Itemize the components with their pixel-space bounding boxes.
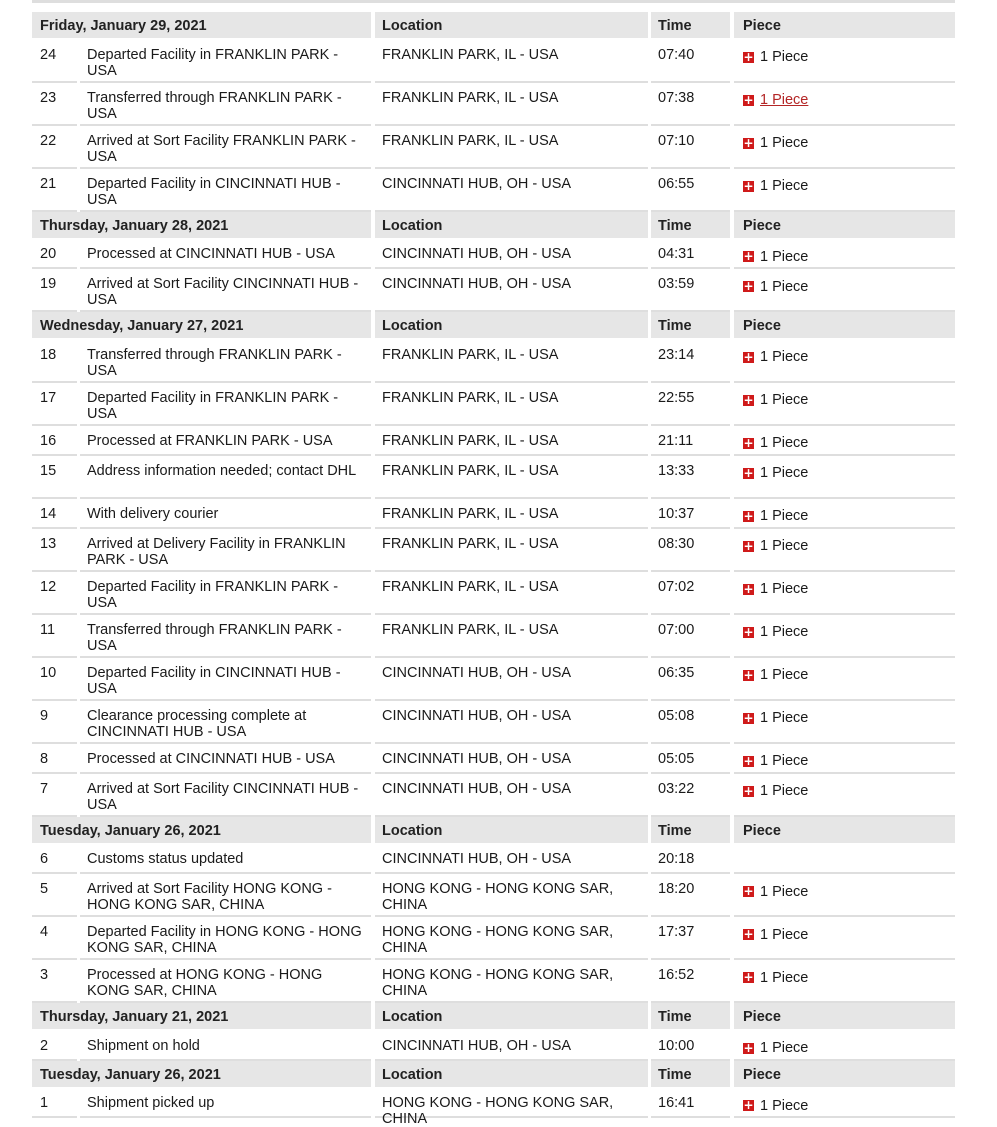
piece-label[interactable]: 1 Piece <box>760 278 809 295</box>
event-location: FRANKLIN PARK, IL - USA <box>375 40 648 83</box>
event-location: CINCINNATI HUB, OH - USA <box>375 269 648 312</box>
location-column-header: Location <box>375 1061 648 1087</box>
event-description: Transferred through FRANKLIN PARK - USA <box>80 340 371 383</box>
table-row <box>0 340 997 383</box>
piece-toggle[interactable] <box>743 49 808 65</box>
day-header-row <box>0 12 997 38</box>
piece-column-header: Piece <box>734 212 955 238</box>
piece-toggle[interactable] <box>743 435 808 451</box>
piece-label[interactable]: 1 Piece <box>760 508 809 524</box>
day-header: Thursday, January 28, 2021 <box>32 212 371 238</box>
event-description: Customs status updated <box>80 844 371 874</box>
piece-cell <box>734 960 955 1003</box>
location-column-header: Location <box>375 212 648 238</box>
event-number: 9 <box>32 701 77 744</box>
piece-cell <box>734 615 955 658</box>
event-location: FRANKLIN PARK, IL - USA <box>375 426 648 456</box>
expand-plus-icon[interactable]: + <box>743 624 754 639</box>
expand-plus-icon[interactable]: + <box>743 178 754 193</box>
event-location: HONG KONG - HONG KONG SAR, CHINA <box>375 917 648 960</box>
event-description: Transferred through FRANKLIN PARK - USA <box>80 83 371 126</box>
time-column-header: Time <box>651 1003 730 1029</box>
piece-cell <box>734 917 955 960</box>
event-number: 14 <box>32 499 77 529</box>
event-time: 08:30 <box>651 529 730 572</box>
day-header-row <box>0 212 997 238</box>
piece-toggle[interactable] <box>743 884 808 900</box>
table-row <box>0 239 997 269</box>
piece-label[interactable]: 1 Piece <box>760 349 809 365</box>
day-header-row <box>0 1061 997 1087</box>
event-location: CINCINNATI HUB, OH - USA <box>375 744 648 774</box>
event-time: 05:05 <box>651 744 730 774</box>
piece-label[interactable]: 1 Piece <box>760 178 809 194</box>
piece-toggle[interactable] <box>743 349 808 365</box>
event-time: 07:10 <box>651 126 730 169</box>
piece-toggle[interactable] <box>743 970 808 986</box>
event-description: Processed at HONG KONG - HONG KONG SAR, CHINA <box>80 960 371 1003</box>
table-row <box>0 83 997 126</box>
piece-cell <box>734 456 955 499</box>
event-time: 07:02 <box>651 572 730 615</box>
expand-plus-icon[interactable]: + <box>743 465 754 480</box>
table-row <box>0 774 997 817</box>
expand-plus-icon[interactable]: + <box>743 581 754 596</box>
table-row <box>0 658 997 701</box>
piece-label[interactable]: 1 Piece <box>760 392 809 408</box>
event-number: 7 <box>32 774 77 817</box>
event-description: Departed Facility in CINCINNATI HUB - USA <box>80 658 371 701</box>
event-number: 5 <box>32 874 77 917</box>
piece-column-header: Piece <box>734 1003 955 1029</box>
expand-plus-icon[interactable]: + <box>743 92 754 107</box>
table-row <box>0 169 997 212</box>
piece-column-header: Piece <box>734 312 955 338</box>
event-time: 03:59 <box>651 269 730 312</box>
piece-cell <box>734 340 955 383</box>
piece-cell <box>734 874 955 917</box>
event-number: 18 <box>32 340 77 383</box>
event-time: 23:14 <box>651 340 730 383</box>
event-description: Departed Facility in CINCINNATI HUB - USA <box>80 169 371 212</box>
piece-label[interactable]: 1 Piece <box>760 667 809 683</box>
event-number: 24 <box>32 40 77 83</box>
piece-toggle[interactable] <box>743 392 808 408</box>
event-time: 06:55 <box>651 169 730 212</box>
expand-plus-icon[interactable]: + <box>743 1040 754 1055</box>
event-number: 4 <box>32 917 77 960</box>
expand-plus-icon[interactable]: + <box>743 783 754 798</box>
table-row <box>0 499 997 529</box>
piece-toggle[interactable] <box>743 667 808 683</box>
piece-label[interactable]: 1 Piece <box>760 753 809 769</box>
event-description: Departed Facility in FRANKLIN PARK - USA <box>80 572 371 615</box>
event-location: HONG KONG - HONG KONG SAR, CHINA <box>375 960 648 1003</box>
piece-label[interactable]: 1 Piece <box>760 926 809 943</box>
expand-plus-icon[interactable]: + <box>743 435 754 450</box>
event-time: 20:18 <box>651 844 730 874</box>
piece-label[interactable]: 1 Piece <box>760 538 809 554</box>
piece-toggle[interactable] <box>743 1040 808 1056</box>
event-description: Departed Facility in FRANKLIN PARK - USA <box>80 383 371 426</box>
event-number: 21 <box>32 169 77 212</box>
event-time: 21:11 <box>651 426 730 456</box>
event-time: 16:52 <box>651 960 730 1003</box>
day-header: Tuesday, January 26, 2021 <box>32 817 371 843</box>
piece-cell <box>734 269 955 312</box>
event-location: FRANKLIN PARK, IL - USA <box>375 83 648 126</box>
table-row <box>0 572 997 615</box>
event-location: FRANKLIN PARK, IL - USA <box>375 572 648 615</box>
table-row <box>0 383 997 426</box>
event-description: Transferred through FRANKLIN PARK - USA <box>80 615 371 658</box>
event-description: Arrived at Sort Facility CINCINNATI HUB - USA <box>80 269 371 312</box>
piece-cell <box>734 83 955 126</box>
piece-toggle[interactable] <box>743 249 808 265</box>
piece-label[interactable]: 1 Piece <box>760 710 809 726</box>
piece-cell <box>734 126 955 169</box>
expand-plus-icon[interactable]: + <box>743 667 754 682</box>
piece-cell <box>734 1088 955 1118</box>
event-location: CINCINNATI HUB, OH - USA <box>375 1031 648 1061</box>
piece-toggle[interactable] <box>743 753 808 769</box>
piece-cell <box>734 529 955 572</box>
event-description: Arrived at Delivery Facility in FRANKLIN PARK - USA <box>80 529 371 572</box>
piece-cell <box>734 774 955 817</box>
event-number: 13 <box>32 529 77 572</box>
event-number: 20 <box>32 239 77 269</box>
piece-toggle[interactable] <box>743 465 808 481</box>
piece-toggle[interactable] <box>743 710 808 726</box>
location-column-header: Location <box>375 817 648 843</box>
table-row <box>0 126 997 169</box>
piece-label[interactable]: 1 Piece <box>760 1097 809 1114</box>
event-description: Processed at CINCINNATI HUB - USA <box>80 239 371 269</box>
day-header: Friday, January 29, 2021 <box>32 12 371 38</box>
event-time: 06:35 <box>651 658 730 701</box>
event-description: Departed Facility in HONG KONG - HONG KONG SAR, CHINA <box>80 917 371 960</box>
piece-toggle[interactable] <box>743 279 808 295</box>
expand-plus-icon[interactable]: + <box>743 349 754 364</box>
event-number: 12 <box>32 572 77 615</box>
piece-cell <box>734 383 955 426</box>
piece-toggle[interactable] <box>743 1098 808 1114</box>
event-number: 17 <box>32 383 77 426</box>
table-row <box>0 456 997 499</box>
event-location: FRANKLIN PARK, IL - USA <box>375 126 648 169</box>
expand-plus-icon[interactable]: + <box>743 508 754 523</box>
event-location: CINCINNATI HUB, OH - USA <box>375 701 648 744</box>
event-description: Arrived at Sort Facility HONG KONG - HONG KONG SAR, CHINA <box>80 874 371 917</box>
piece-column-header: Piece <box>734 817 955 843</box>
event-description: Shipment on hold <box>80 1031 371 1061</box>
event-location: FRANKLIN PARK, IL - USA <box>375 383 648 426</box>
event-location: CINCINNATI HUB, OH - USA <box>375 658 648 701</box>
table-row <box>0 615 997 658</box>
event-location: FRANKLIN PARK, IL - USA <box>375 615 648 658</box>
day-header: Tuesday, January 26, 2021 <box>32 1061 371 1087</box>
event-number: 2 <box>32 1031 77 1061</box>
day-header-row <box>0 1003 997 1029</box>
event-number: 23 <box>32 83 77 126</box>
piece-cell <box>734 499 955 529</box>
table-row <box>0 269 997 312</box>
table-row <box>0 701 997 744</box>
event-time: 04:31 <box>651 239 730 269</box>
day-header-row <box>0 817 997 843</box>
event-location: FRANKLIN PARK, IL - USA <box>375 456 648 499</box>
piece-label[interactable]: 1 Piece <box>760 1040 809 1056</box>
time-column-header: Time <box>651 312 730 338</box>
event-number: 11 <box>32 615 77 658</box>
event-time: 07:00 <box>651 615 730 658</box>
piece-column-header: Piece <box>734 12 955 38</box>
event-description: Departed Facility in FRANKLIN PARK - USA <box>80 40 371 83</box>
event-time: 16:41 <box>651 1088 730 1118</box>
piece-cell <box>734 40 955 83</box>
event-time: 22:55 <box>651 383 730 426</box>
expand-plus-icon[interactable]: + <box>743 249 754 263</box>
table-row <box>0 426 997 456</box>
table-row <box>0 1088 997 1127</box>
event-location: CINCINNATI HUB, OH - USA <box>375 844 648 874</box>
event-location: HONG KONG - HONG KONG SAR, CHINA <box>375 874 648 917</box>
expand-plus-icon[interactable]: + <box>743 1098 754 1112</box>
event-location: FRANKLIN PARK, IL - USA <box>375 529 648 572</box>
event-time: 18:20 <box>651 874 730 917</box>
day-header-row <box>0 312 997 338</box>
table-row <box>0 1031 997 1061</box>
piece-cell <box>734 844 955 874</box>
expand-plus-icon[interactable]: + <box>743 970 754 984</box>
piece-label[interactable]: 1 Piece <box>760 49 809 65</box>
table-row <box>0 744 997 774</box>
event-location: CINCINNATI HUB, OH - USA <box>375 774 648 817</box>
table-row <box>0 529 997 572</box>
event-time: 13:33 <box>651 456 730 499</box>
expand-plus-icon[interactable]: + <box>743 538 754 553</box>
location-column-header: Location <box>375 12 648 38</box>
event-location: CINCINNATI HUB, OH - USA <box>375 239 648 269</box>
piece-column-header: Piece <box>734 1061 955 1087</box>
expand-plus-icon[interactable]: + <box>743 135 754 150</box>
piece-toggle[interactable] <box>743 178 808 194</box>
event-location: FRANKLIN PARK, IL - USA <box>375 499 648 529</box>
table-row <box>0 874 997 917</box>
piece-cell <box>734 1031 955 1061</box>
table-row <box>0 917 997 960</box>
piece-toggle[interactable] <box>743 538 808 554</box>
day-header: Thursday, January 21, 2021 <box>32 1003 371 1029</box>
expand-plus-icon[interactable]: + <box>743 279 754 293</box>
piece-cell <box>734 701 955 744</box>
event-number: 6 <box>32 844 77 874</box>
event-location: CINCINNATI HUB, OH - USA <box>375 169 648 212</box>
piece-toggle[interactable] <box>743 135 808 151</box>
event-description: Shipment picked up <box>80 1088 371 1118</box>
expand-plus-icon[interactable]: + <box>743 710 754 725</box>
piece-cell <box>734 744 955 774</box>
event-description: Clearance processing complete at CINCINNATI HUB - USA <box>80 701 371 744</box>
event-description: Address information needed; contact DHL <box>80 456 371 499</box>
event-description: Arrived at Sort Facility FRANKLIN PARK - USA <box>80 126 371 169</box>
expand-plus-icon[interactable]: + <box>743 49 754 64</box>
piece-toggle[interactable] <box>743 783 808 799</box>
event-description: With delivery courier <box>80 499 371 529</box>
location-column-header: Location <box>375 312 648 338</box>
event-number: 3 <box>32 960 77 1003</box>
piece-label[interactable]: 1 Piece <box>760 135 809 151</box>
event-time: 07:40 <box>651 40 730 83</box>
event-time: 07:38 <box>651 83 730 126</box>
expand-plus-icon[interactable]: + <box>743 392 754 407</box>
event-description: Processed at CINCINNATI HUB - USA <box>80 744 371 774</box>
piece-label[interactable]: 1 Piece <box>760 783 809 799</box>
event-number: 10 <box>32 658 77 701</box>
piece-label[interactable]: 1 Piece <box>760 435 809 451</box>
event-time: 10:37 <box>651 499 730 529</box>
day-header: Wednesday, January 27, 2021 <box>32 312 371 338</box>
piece-label[interactable]: 1 Piece <box>760 624 809 640</box>
piece-cell <box>734 572 955 615</box>
event-location: HONG KONG - HONG KONG SAR, CHINA <box>375 1088 648 1118</box>
event-time: 10:00 <box>651 1031 730 1061</box>
event-number: 15 <box>32 456 77 499</box>
piece-cell <box>734 658 955 701</box>
event-number: 22 <box>32 126 77 169</box>
piece-toggle[interactable] <box>743 508 808 524</box>
piece-toggle[interactable] <box>743 92 808 108</box>
location-column-header: Location <box>375 1003 648 1029</box>
piece-label[interactable]: 1 Piece <box>760 581 809 597</box>
piece-toggle[interactable] <box>743 581 808 597</box>
event-time: 03:22 <box>651 774 730 817</box>
event-time: 05:08 <box>651 701 730 744</box>
expand-plus-icon[interactable]: + <box>743 884 754 898</box>
table-row <box>0 40 997 83</box>
event-time: 17:37 <box>651 917 730 960</box>
piece-cell <box>734 169 955 212</box>
event-number: 1 <box>32 1088 77 1118</box>
piece-cell <box>734 239 955 269</box>
piece-label[interactable]: 1 Piece <box>760 465 809 481</box>
expand-plus-icon[interactable]: + <box>743 753 754 768</box>
event-number: 16 <box>32 426 77 456</box>
time-column-header: Time <box>651 12 730 38</box>
piece-label[interactable]: 1 Piece <box>760 883 809 900</box>
table-top-divider <box>32 0 955 3</box>
piece-label[interactable]: 1 Piece <box>760 248 809 265</box>
event-description: Processed at FRANKLIN PARK - USA <box>80 426 371 456</box>
event-number: 19 <box>32 269 77 312</box>
event-number: 8 <box>32 744 77 774</box>
event-description: Arrived at Sort Facility CINCINNATI HUB - USA <box>80 774 371 817</box>
expand-plus-icon[interactable]: + <box>743 927 754 941</box>
piece-label[interactable]: 1 Piece <box>760 969 809 986</box>
piece-cell <box>734 426 955 456</box>
time-column-header: Time <box>651 1061 730 1087</box>
piece-label[interactable]: 1 Piece <box>760 92 809 108</box>
time-column-header: Time <box>651 212 730 238</box>
piece-toggle[interactable] <box>743 624 808 640</box>
table-row <box>0 844 997 874</box>
table-row <box>0 960 997 1003</box>
piece-toggle[interactable] <box>743 927 808 943</box>
time-column-header: Time <box>651 817 730 843</box>
event-location: FRANKLIN PARK, IL - USA <box>375 340 648 383</box>
